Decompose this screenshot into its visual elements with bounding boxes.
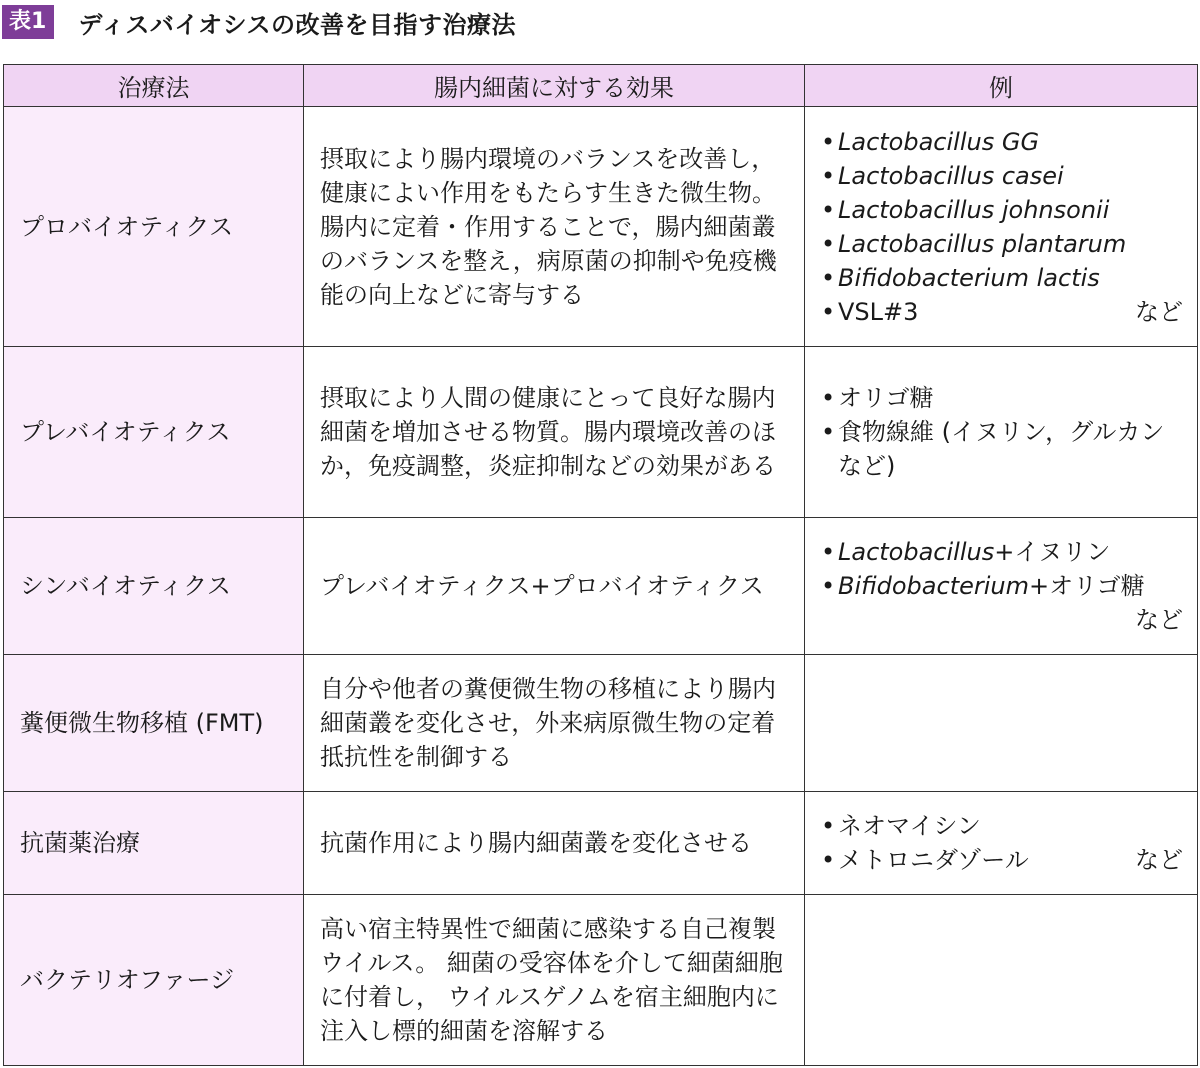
example-suffix: +イヌリン xyxy=(994,538,1111,566)
example-item: • Lactobacillus johnsonii xyxy=(821,193,1183,227)
header-effect: 腸内細菌に対する効果 xyxy=(304,65,805,107)
therapy-effect: 摂取により人間の健康にとって良好な腸内細菌を増加させる物質。腸内環境改善のほか，免疫調整，炎症抑制などの効果がある xyxy=(304,347,805,518)
example-item: • ネオマイシン xyxy=(821,809,1183,843)
example-suffix: +オリゴ糖 xyxy=(1029,572,1145,600)
therapy-effect: 高い宿主特異性で細菌に感染する自己複製ウイルス。 細菌の受容体を介して細菌細胞に付着し， ウイルスゲノムを宿主細胞内に注入し標的細菌を溶解する xyxy=(304,895,805,1066)
example-text: メトロニダゾール xyxy=(838,846,1029,874)
therapy-examples xyxy=(805,347,1198,518)
therapy-name: 抗菌薬治療 xyxy=(4,792,304,895)
therapy-name: シンバイオティクス xyxy=(4,518,304,655)
example-item: • Lactobacillus casei xyxy=(821,159,1183,193)
therapy-name: バクテリオファージ xyxy=(4,895,304,1066)
therapy-examples xyxy=(805,895,1198,1066)
example-item xyxy=(821,535,1183,569)
therapy-effect: 自分や他者の糞便微生物の移植により腸内細菌叢を変化させ，外来病原微生物の定着抵抗性を制御する xyxy=(304,655,805,792)
therapy-effect: プレバイオティクス+プロバイオティクス xyxy=(304,518,805,655)
example-item xyxy=(821,843,1183,877)
example-item: • Lactobacillus GG xyxy=(821,125,1183,159)
therapy-table xyxy=(3,64,1198,1066)
therapy-name: 糞便微生物移植 (FMT) xyxy=(4,655,304,792)
therapy-examples xyxy=(805,107,1198,347)
etc-label: など xyxy=(1135,297,1183,326)
example-item xyxy=(821,295,1183,329)
example-genus: Lactobacillus xyxy=(838,538,995,566)
therapy-examples xyxy=(805,792,1198,895)
table-row xyxy=(4,347,1198,518)
table-title: ディスバイオシスの改善を目指す治療法 xyxy=(78,10,516,39)
therapy-effect: 摂取により腸内環境のバランスを改善し，健康によい作用をもたらす生きた微生物。 腸内に定着・作用することで，腸内細菌叢のバランスを整え，病原菌の抑制や免疫機能の向上などに寄与する xyxy=(304,107,805,347)
table-label-badge: 表1 xyxy=(2,5,54,39)
etc-label: など xyxy=(1135,606,1183,634)
example-text: VSL#3 xyxy=(838,297,919,326)
table-row xyxy=(4,518,1198,655)
header-example: 例 xyxy=(805,65,1198,107)
example-item: • Bifidobacterium lactis xyxy=(821,261,1183,295)
therapy-effect: 抗菌作用により腸内細菌叢を変化させる xyxy=(304,792,805,895)
header-therapy: 治療法 xyxy=(4,65,304,107)
table-row xyxy=(4,107,1198,347)
therapy-examples xyxy=(805,655,1198,792)
example-item xyxy=(821,569,1183,603)
header-row xyxy=(4,65,1198,107)
example-item: • 食物線維 (イヌリン，グルカンなど) xyxy=(821,415,1183,483)
example-item: • オリゴ糖 xyxy=(821,381,1183,415)
table-row xyxy=(4,655,1198,792)
example-item: • Lactobacillus plantarum xyxy=(821,227,1183,261)
table-row xyxy=(4,792,1198,895)
table-row xyxy=(4,895,1198,1066)
etc-label: など xyxy=(1135,846,1183,874)
therapy-name: プレバイオティクス xyxy=(4,347,304,518)
example-genus: Bifidobacterium xyxy=(838,572,1029,600)
therapy-name: プロバイオティクス xyxy=(4,107,304,347)
table-title-row xyxy=(2,4,516,40)
therapy-examples xyxy=(805,518,1198,655)
